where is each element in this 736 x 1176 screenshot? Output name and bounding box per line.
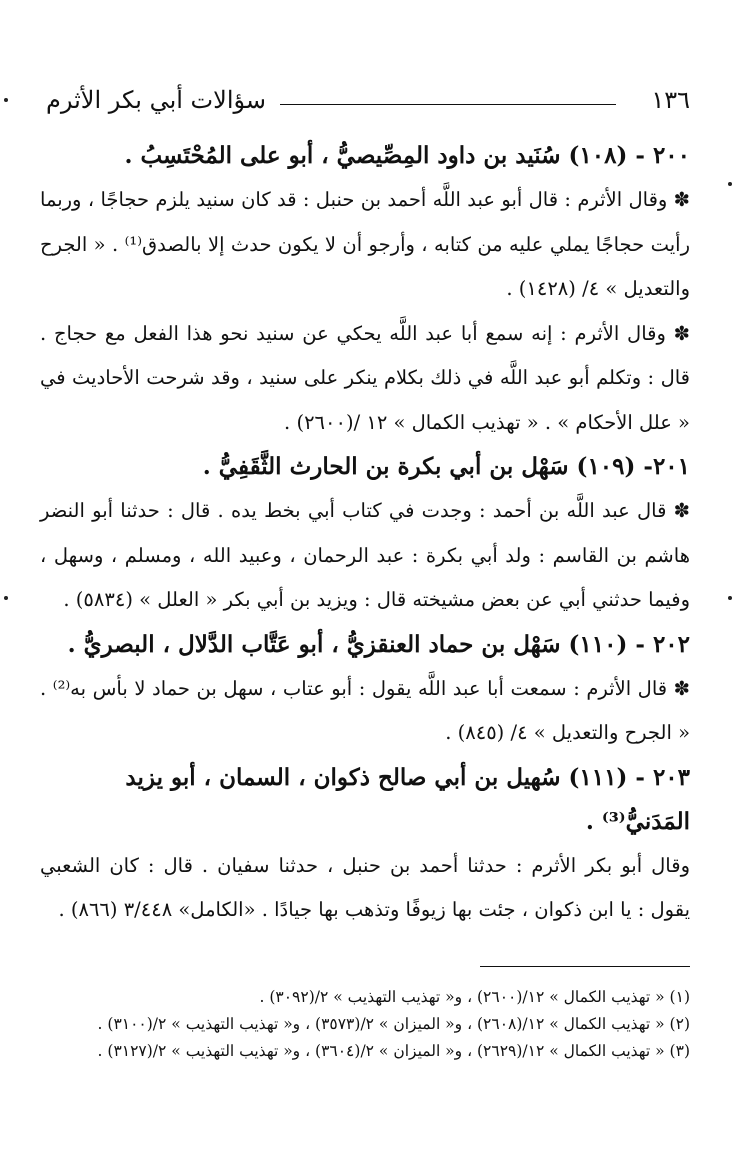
footnote: (١) « تهذيب الكمال » ١٢/(٢٦٠٠) ، و« تهذيب التهذيب » ٢/(٣٠٩٢) . [259, 988, 690, 1006]
document-page [40, 0, 690, 1176]
main-text [40, 134, 690, 933]
entry [40, 445, 690, 623]
scan-mark [4, 596, 8, 600]
entry [40, 756, 690, 933]
entry [40, 134, 690, 445]
entry-heading: ٢٠٣ - (١١١) سُهيل بن أبي صالح ذكوان ، السمان ، أبو يزيد المَدَنيُّ⁽³⁾ . [125, 763, 690, 835]
header-rule [280, 104, 616, 105]
scan-mark [728, 596, 732, 600]
entry-heading: ٢٠٢ - (١١٠) سَهْل بن حماد العنقزيُّ ، أبو عَتَّاب الدَّلال ، البصريُّ . [67, 630, 690, 658]
entry-paragraph: ✽ قال الأثرم : سمعت أبا عبد اللَّه يقول : أبو عتاب ، سهل بن حماد لا بأس به⁽²⁾ . « الجرح والتعديل » ٤/ (٨٤٥) . [40, 676, 691, 744]
footnote-rule [480, 966, 690, 967]
entry-paragraph: ✽ وقال الأثرم : إنه سمع أبا عبد اللَّه يحكي عن سنيد نحو هذا الفعل مع حجاج . قال : وتكلم أبو عبد اللَّه في ذلك بكلام ينكر على سنيد ، وقد شرحت الأحاديث في « علل الأحكام » . « تهذيب الكمال » ١٢ /(٢٦٠٠) . [40, 321, 690, 434]
entry-heading: ٢٠١- (١٠٩) سَهْل بن أبي بكرة بن الحارث الثَّقَفِيُّ . [202, 453, 690, 480]
page-number: ١٣٦ [651, 86, 690, 114]
entry-paragraph: وقال أبو بكر الأثرم : حدثنا أحمد بن حنبل ، حدثنا سفيان . قال : كان الشعبي يقول : يا ابن ذكوان ، جئت بها زيوفًا وتذهب بها جيادًا . «الكامل» ٣/٤٤٨ (٨٦٦) . [40, 853, 690, 921]
footnotes [40, 984, 690, 1065]
scan-mark [728, 182, 732, 186]
book-title: سؤالات أبي بكر الأثرم [46, 86, 267, 114]
entry [40, 623, 690, 756]
footnote: (٣) « تهذيب الكمال » ١٢/(٢٦٢٩) ، و« الميزان » ٢/(٣٦٠٤) ، و« تهذيب التهذيب » ٢/(٣١٢٧) . [97, 1042, 690, 1060]
entry-paragraph: ✽ قال عبد اللَّه بن أحمد : وجدت في كتاب أبي بخط يده . قال : حدثنا أبو النضر هاشم بن القاسم : ولد أبي بكرة : عبد الرحمان ، وعبيد الله ، ومسلم ، وسهل ، وفيما حدثني أبي عن بعض مشيخته قال : ويزيد بن أبي بكر « العلل » (٥٨٣٤) . [40, 499, 690, 611]
footnote: (٢) « تهذيب الكمال » ١٢/(٢٦٠٨) ، و« الميزان » ٢/(٣٥٧٣) ، و« تهذيب التهذيب » ٢/(٣١٠٠) . [97, 1015, 690, 1033]
scan-mark [4, 98, 8, 102]
entry-heading: ٢٠٠ - (١٠٨) سُنَيد بن داود المِصِّيصيُّ ، أبو على المُحْتَسِبُ . [124, 142, 690, 169]
running-header [40, 86, 690, 126]
entry-paragraph: ✽ وقال الأثرم : قال أبو عبد اللَّه أحمد بن حنبل : قد كان سنيد يلزم حجاجًا ، وربما رأيت حجاجًا يملي عليه من كتابه ، وأرجو أن لا يكون حدث إلا بالصدق⁽¹⁾ . « الجرح والتعديل » ٤/ (١٤٢٨) . [40, 188, 690, 300]
